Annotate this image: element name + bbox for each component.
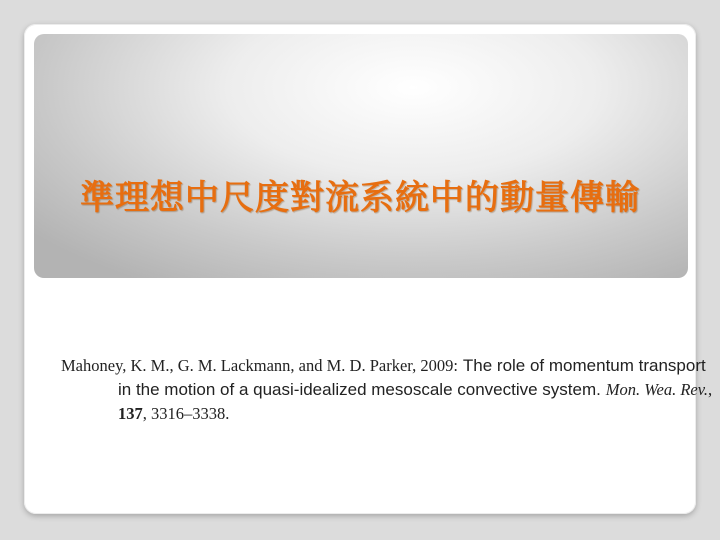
citation-journal: Mon. Wea. Rev. [605,380,708,399]
citation-pages: , 3316–3338. [142,404,230,423]
citation-volume: 137 [118,404,143,423]
title-panel [34,34,688,278]
citation-article-title: The role of momentum transport in the motion of a quasi-idealized mesoscale convective system. [118,356,706,399]
citation-separator: , [707,380,713,399]
slide [24,24,713,514]
slide-title: 準理想中尺度對流系統中的動量傳輸 [80,178,640,218]
citation [61,354,718,426]
citation-authors: Mahoney, K. M., G. M. Lackmann, and M. D. Parker, 2009: [61,356,458,375]
